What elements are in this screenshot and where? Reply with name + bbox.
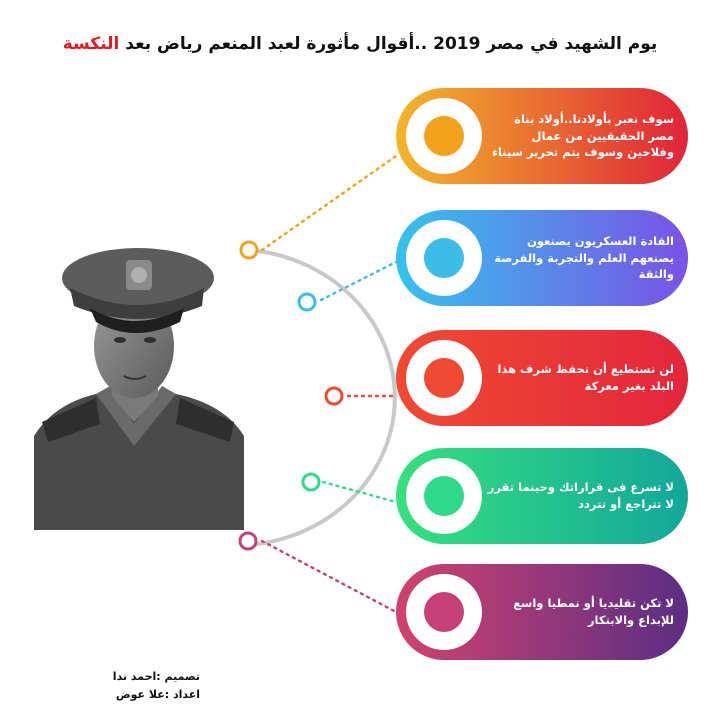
quote-1-wrap: [486, 88, 674, 184]
node-3: [326, 388, 342, 404]
credit-prepared: اعداد :علا عوض: [115, 687, 200, 701]
portrait-photo: [34, 236, 244, 530]
connector-1: [262, 156, 396, 250]
quote-1-circle: [406, 98, 482, 174]
quote-2-wrap: [486, 210, 674, 306]
quote-1-dot-icon: [424, 116, 464, 156]
quote-2-circle: [406, 220, 482, 296]
quote-5-text: لا تكن تقليديا أو نمطيا واسع للإبداع والابتكار: [513, 596, 674, 627]
credit-design: تصميم :احمد ندا: [112, 670, 200, 683]
title-accent: النكسة: [62, 34, 120, 54]
node-2: [299, 294, 315, 310]
quote-card-1: [396, 88, 688, 184]
quote-4-dot-icon: [424, 476, 464, 516]
quote-3-dot-icon: [424, 358, 464, 398]
quote-4-text: لا تسرع فى قراراتك وحينما تقرر لا تتراجع أو تتردد: [487, 480, 674, 511]
quote-card-3: [396, 330, 688, 426]
quote-card-4: [396, 448, 688, 544]
credits: [70, 668, 200, 703]
title-main: يوم الشهيد في مصر 2019 ..أقوال مأثورة لعبد المنعم رياض بعد: [125, 34, 658, 54]
node-5: [240, 533, 256, 549]
quote-card-5: [396, 564, 688, 660]
quote-1-text: سوف نعبر بأولادنا..أولاد بناة مصر الحقيقيين من عمال وفلاحين وسوف يتم تحرير سيناء: [492, 111, 674, 160]
quote-card-2: [396, 210, 688, 306]
quote-5-dot-icon: [424, 592, 464, 632]
quote-5-circle: [406, 574, 482, 650]
quote-2-dot-icon: [424, 238, 464, 278]
quote-5-wrap: [486, 564, 674, 660]
node-4: [303, 474, 319, 490]
quote-3-text: لن نستطيع أن نحفظ شرف هذا البلد بغير معركة: [497, 362, 674, 393]
quote-3-circle: [406, 340, 482, 416]
quote-2-text: القادة العسكريون يصنعون يصنعهم العلم والتجربة والفرصة والثقة: [494, 233, 674, 282]
quote-4-wrap: [486, 448, 674, 544]
connector-4: [323, 482, 396, 502]
quote-4-circle: [406, 458, 482, 534]
quote-3-wrap: [486, 330, 674, 426]
connector-5: [262, 541, 396, 612]
arc-line: [248, 250, 395, 545]
